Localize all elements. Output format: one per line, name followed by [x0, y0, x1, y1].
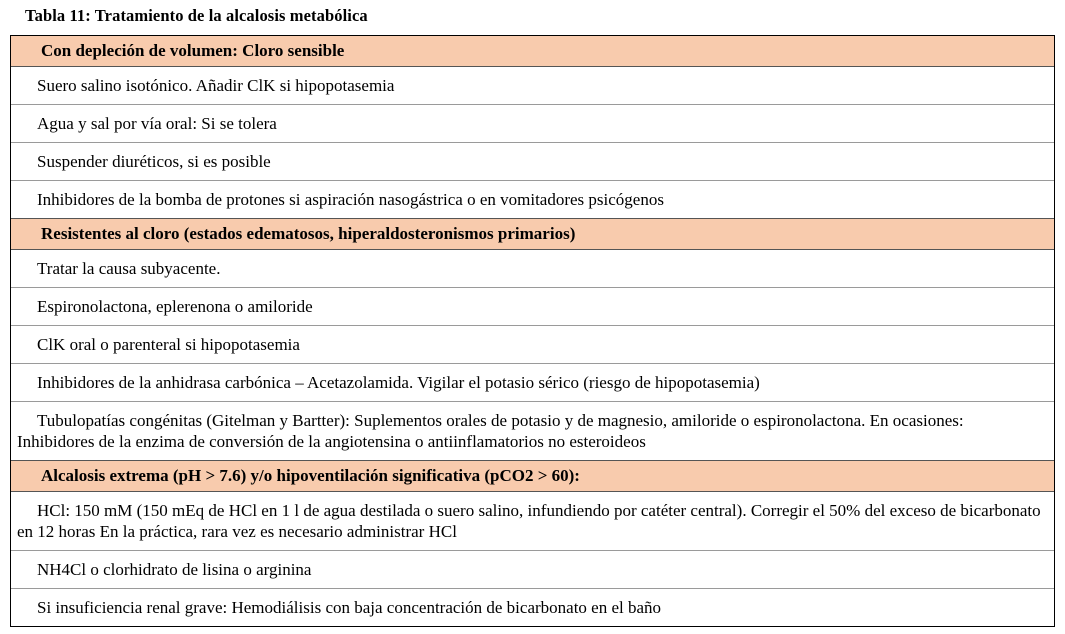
- table-row: Suspender diuréticos, si es posible: [11, 142, 1054, 180]
- table-row: Suero salino isotónico. Añadir ClK si hipopotasemia: [37, 76, 395, 95]
- table-row: NH4Cl o clorhidrato de lisina o arginina: [11, 550, 1054, 588]
- section-header-extreme-alkalosis: Alcalosis extrema (pH > 7.6) y/o hipoventilación significativa (pCO2 > 60):: [11, 460, 1054, 492]
- table-row: Inhibidores de la anhidrasa carbónica – Acetazolamida. Vigilar el potasio sérico (riesgo de hipopotasemia): [11, 363, 1054, 401]
- table-caption: Tabla 11: Tratamiento de la alcalosis metabólica: [25, 6, 368, 25]
- section-header-chloride-resistant: Resistentes al cloro (estados edematosos, hiperaldosteronismos primarios): [11, 218, 1054, 250]
- table-row: Espironolactona, eplerenona o amiloride: [11, 287, 1054, 325]
- table-row: ClK oral o parenteral si hipopotasemia: [11, 325, 1054, 363]
- table-row: Inhibidores de la bomba de protones si aspiración nasogástrica o en vomitadores psicógenos: [11, 180, 1054, 218]
- table-row: Si insuficiencia renal grave: Hemodiálisis con baja concentración de bicarbonato en el baño: [11, 588, 1054, 626]
- treatment-table: [10, 35, 1055, 627]
- table-row: Tratar la causa subyacente.: [37, 259, 221, 278]
- table-row: Agua y sal por vía oral: Si se tolera: [11, 104, 1054, 142]
- table-row: Tubulopatías congénitas (Gitelman y Bartter): Suplementos orales de potasio y de magnesio, amiloride o espironolactona. En ocasiones: Inhibidores de la enzima de conversión de la angiotensina o antiinflamatorios no esteroideos: [11, 401, 1054, 460]
- table-row: HCl: 150 mM (150 mEq de HCl en 1 l de agua destilada o suero salino, infundiendo por catéter central). Corregir el 50% del exceso de bicarbonato en 12 horas En la práctica, rara vez es necesario administrar HCl: [17, 501, 1041, 541]
- section-header-volume-depletion: Con depleción de volumen: Cloro sensible: [11, 36, 1054, 67]
